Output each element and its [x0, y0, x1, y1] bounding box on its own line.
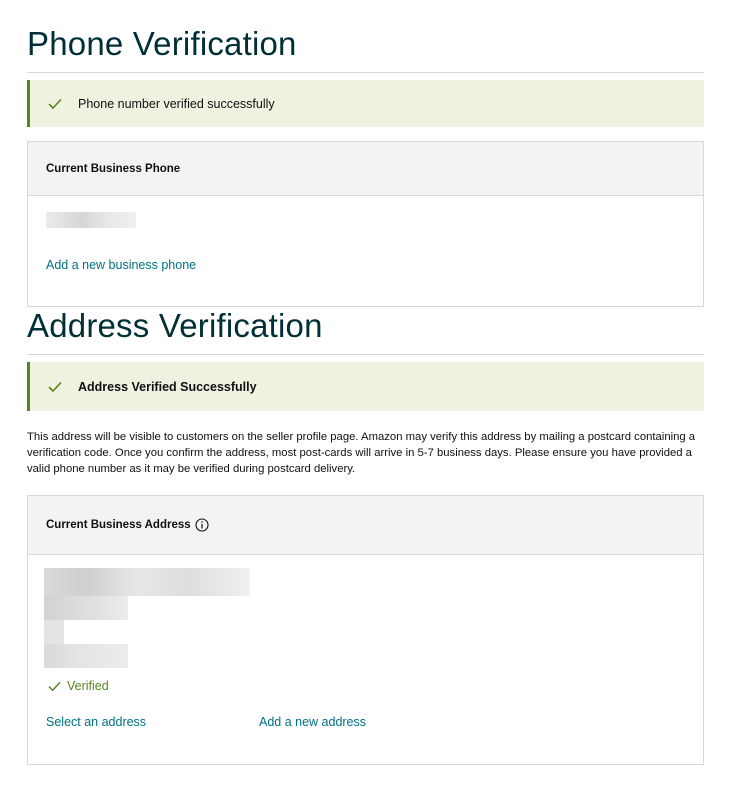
phone-success-alert — [27, 80, 704, 127]
business-address-card — [27, 495, 704, 765]
address-success-alert — [27, 362, 704, 411]
redacted-phone-number — [46, 212, 136, 228]
add-business-phone-link[interactable]: Add a new business phone — [46, 258, 197, 272]
divider — [27, 72, 704, 73]
card-header-title: Current Business Phone — [46, 162, 181, 175]
phone-alert-text: Phone number verified successfully — [78, 96, 275, 111]
card-header — [28, 142, 703, 196]
business-phone-card — [27, 141, 704, 307]
card-header-title: Current Business Address — [46, 519, 191, 531]
check-icon — [48, 680, 61, 693]
address-verification-title: Address Verification — [27, 307, 323, 344]
address-description: This address will be visible to customers on the seller profile page. Amazon may verify this address by mailing a postcard containing a verification code. Once you confirm the address, most post-cards will arrive in 5-7 business days. Please ensure you have provided a valid phone number as it may be verified during postcard delivery. — [27, 431, 696, 475]
info-circle-icon[interactable] — [195, 518, 209, 532]
address-verified-status — [48, 679, 109, 693]
divider — [27, 354, 704, 355]
add-new-address-link[interactable]: Add a new address — [259, 715, 367, 729]
address-alert-text: Address Verified Successfully — [78, 379, 257, 394]
phone-verification-title: Phone Verification — [27, 25, 297, 62]
verified-label: Verified — [67, 679, 109, 693]
select-address-link[interactable]: Select an address — [46, 715, 147, 729]
check-icon — [48, 97, 62, 111]
card-header — [28, 496, 703, 555]
check-icon — [48, 380, 62, 394]
